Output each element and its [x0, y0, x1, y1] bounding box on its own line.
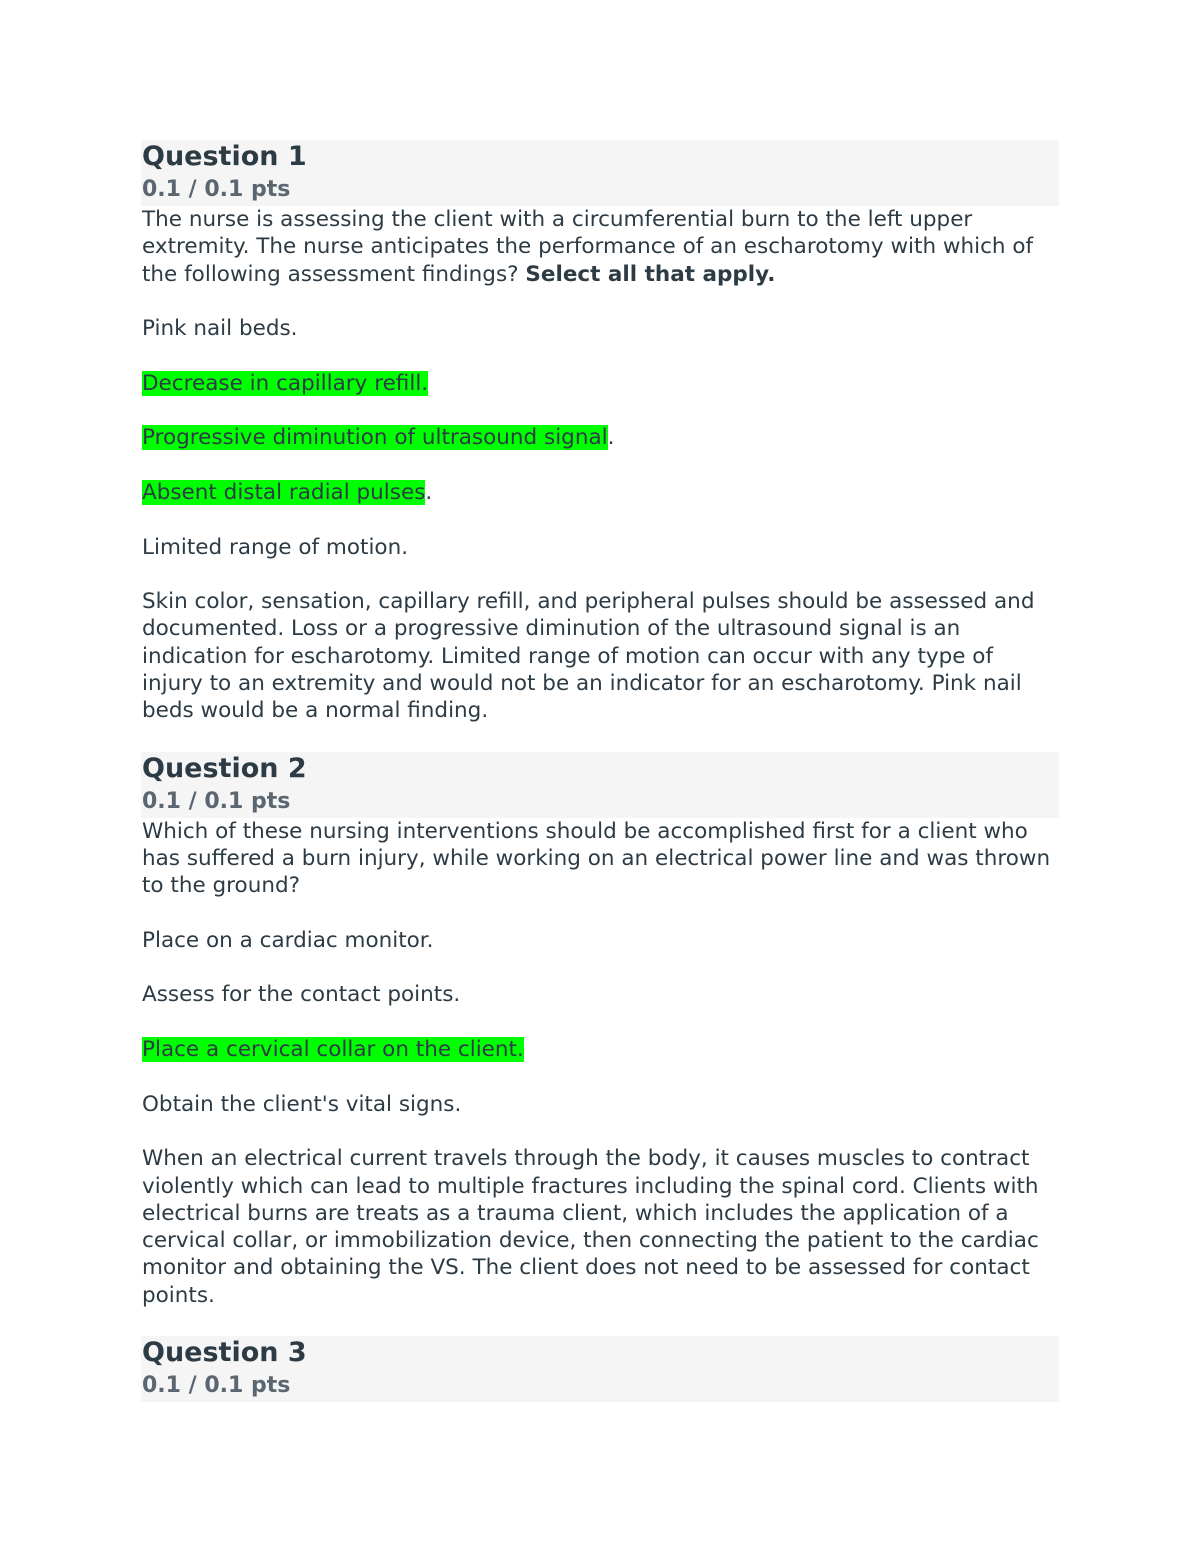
answer-option-correct — [142, 424, 1059, 451]
answer-option-correct — [142, 370, 1059, 397]
answer-label: Assess for the contact points. — [142, 982, 461, 1008]
answer-label-highlighted: Progressive diminution of ultrasound signal — [142, 425, 608, 451]
answer-feedback: Skin color, sensation, capillary refill, and peripheral pulses should be assessed and documented. Loss or a progressive diminution of the ultrasound signal is an indication for escharotomy. Limited range of motion can occur with any type of injury to an extremity and would not be an indicator for an escharotomy. Pink nail beds would be a normal finding. — [142, 589, 1035, 724]
question-3 — [141, 1336, 1059, 1402]
answer-option — [142, 981, 1059, 1008]
question-text: Which of these nursing interventions should be accomplished first for a client who has suffered a burn injury, while working on an electrical power line and was thrown to the ground? — [142, 818, 1051, 899]
answer-label: Obtain the client's vital signs. — [142, 1091, 462, 1117]
quiz-results-page — [141, 140, 1059, 1402]
answer-option — [142, 927, 1059, 954]
question-title: Question 2 — [142, 752, 307, 784]
answer-option — [142, 1091, 1059, 1118]
answer-feedback: When an electrical current travels through the body, it causes muscles to contract violently which can lead to multiple fractures including the spinal cord. Clients with electrical burns are treats as a trauma client, which includes the application of a cervical collar, or immobilization device, then connecting the patient to the cardiac monitor and obtaining the VS. The client does not need to be assessed for contact points. — [142, 1146, 1039, 1308]
question-text — [142, 206, 1059, 288]
answer-label: Place on a cardiac monitor. — [142, 927, 434, 953]
question-title: Question 1 — [142, 141, 307, 172]
question-text-emphasis: Select all that apply. — [525, 261, 776, 287]
question-1 — [141, 140, 1059, 752]
answer-label-suffix: . — [607, 425, 615, 451]
answer-label-highlighted: Absent distal radial pulses — [142, 479, 426, 505]
question-body — [141, 206, 1059, 752]
question-header — [141, 752, 1059, 818]
question-text-main: The nurse is assessing the client with a circumferential burn to the left upper extremity. The nurse anticipates the performance of an escharotomy with which of the following assessment findings? — [142, 207, 1034, 287]
question-2 — [141, 752, 1059, 1336]
answer-option — [142, 315, 1059, 342]
answer-label-highlighted: Place a cervical collar on the client. — [142, 1037, 524, 1063]
answer-label: Pink nail beds. — [142, 316, 298, 342]
question-points: 0.1 / 0.1 pts — [142, 1372, 291, 1398]
answer-label-highlighted: Decrease in capillary refill. — [142, 370, 429, 396]
answer-option-correct — [142, 1036, 1059, 1063]
answer-label: Limited range of motion. — [142, 534, 409, 560]
question-header — [141, 1336, 1059, 1402]
answer-option — [142, 534, 1059, 561]
question-points: 0.1 / 0.1 pts — [142, 788, 291, 814]
question-points: 0.1 / 0.1 pts — [142, 177, 291, 202]
question-title: Question 3 — [142, 1336, 307, 1368]
question-body — [141, 818, 1059, 1336]
answer-option-correct — [142, 479, 1059, 506]
question-header — [141, 140, 1059, 206]
answer-label-suffix: . — [425, 479, 433, 505]
